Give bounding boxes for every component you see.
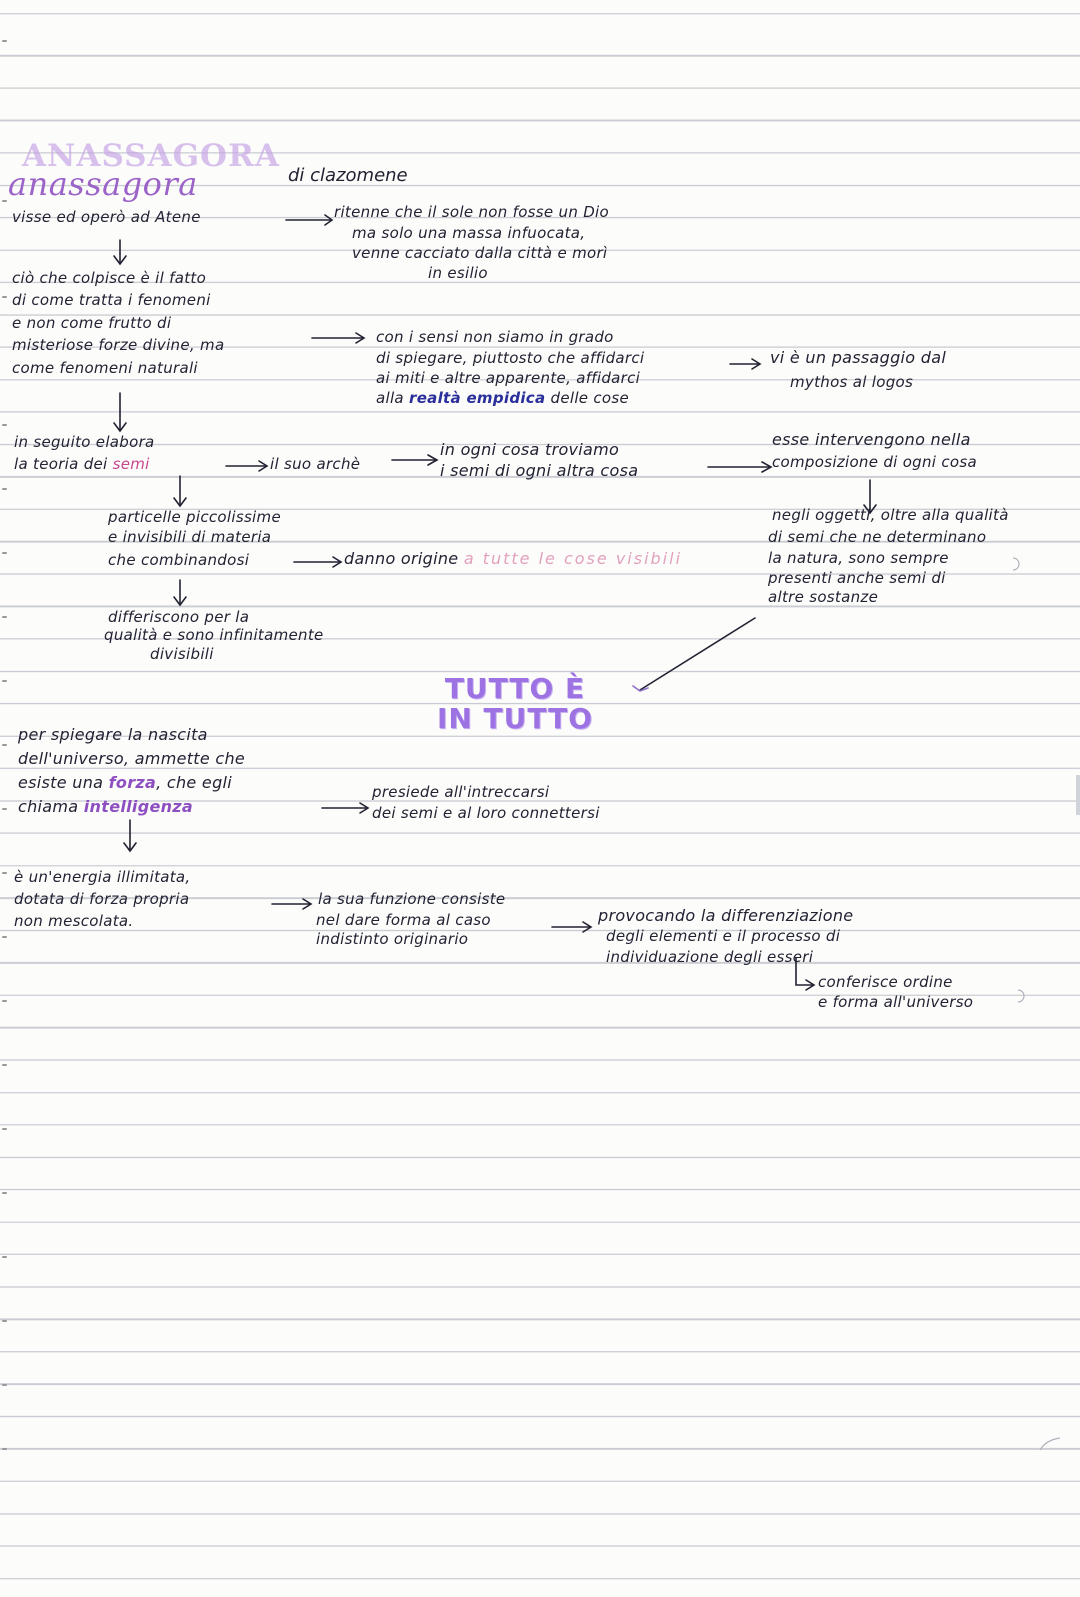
note-negli-1: negli oggetti, oltre alla qualità [772, 506, 1009, 524]
note-seguito-2a: la teoria dei [14, 455, 113, 473]
note-semi: semi [112, 455, 150, 473]
note-spiegare-3 [18, 775, 232, 791]
note-provocando-1: provocando la differenziazione [598, 906, 854, 925]
note-passaggio-2: mythos al logos [790, 373, 914, 391]
note-particelle-3: che combinandosi [108, 551, 250, 569]
note-negli-5: altre sostanze [768, 588, 879, 606]
note-esse-2: composizione di ogni cosa [772, 453, 977, 471]
note-presiede-1: presiede all'intreccarsi [372, 783, 550, 801]
tutto-line-1: TUTTO È [444, 672, 586, 705]
note-spiegare-3c: , che egli [156, 773, 233, 792]
page-edge-mark [1076, 775, 1080, 815]
note-cio-3: e non come frutto di [12, 314, 172, 332]
note-negli-2: di semi che ne determinano [768, 528, 987, 546]
note-ritenne-1: ritenne che il sole non fosse un Dio [334, 203, 609, 221]
note-cio-4: misteriose forze divine, ma [12, 336, 225, 354]
title-suffix: di clazomene [288, 165, 408, 186]
note-cio-2: di come tratta i fenomeni [12, 291, 211, 309]
note-differiscono-3: divisibili [150, 645, 214, 663]
note-negli-3: la natura, sono sempre [768, 549, 949, 567]
page-title: anassagora [8, 165, 198, 203]
note-arche: il suo archè [270, 455, 361, 473]
note-danno-b: a tutte le cose visibili [463, 549, 683, 568]
note-conferisce-1: conferisce ordine [818, 973, 953, 991]
tutto-in-tutto-box [420, 674, 610, 734]
note-danno-a: danno origine [344, 549, 464, 568]
curl-mark-icon [1018, 990, 1024, 1002]
note-ritenne-3: venne cacciato dalla città e morì [352, 244, 608, 262]
tutto-line-2: IN TUTTO [436, 702, 594, 735]
note-sensi-3: ai miti e altre apparente, affidarci [376, 369, 641, 387]
note-sensi-4 [376, 391, 629, 406]
note-seguito-2 [14, 457, 150, 472]
note-sensi-4a: alla [376, 389, 409, 407]
note-ritenne-4: in esilio [428, 264, 488, 282]
note-negli-4: presenti anche semi di [768, 569, 946, 587]
note-funzione-3: indistinto originario [316, 930, 469, 948]
note-particelle-2: e invisibili di materia [108, 528, 272, 546]
note-ogni-cosa-1: in ogni cosa troviamo [440, 440, 620, 459]
note-cio-1: ciò che colpisce è il fatto [12, 269, 207, 287]
note-differiscono-1: differiscono per la [108, 608, 250, 626]
note-differiscono-2: qualità e sono infinitamente [104, 626, 324, 644]
note-sensi-4c: delle cose [545, 389, 630, 407]
note-provocando-2: degli elementi e il processo di [606, 927, 841, 945]
note-spiegare-1: per spiegare la nascita [18, 725, 208, 744]
note-visse: visse ed operò ad Atene [12, 208, 201, 226]
note-esse-1: esse intervengono nella [772, 430, 971, 449]
note-forza: forza [108, 773, 157, 792]
note-energia-2: dotata di forza propria [14, 890, 190, 908]
note-sensi-1: con i sensi non siamo in grado [376, 328, 614, 346]
note-spiegare-4a: chiama [18, 797, 84, 816]
note-sensi-2: di spiegare, piuttosto che affidarci [376, 349, 645, 367]
note-seguito-1: in seguito elabora [14, 433, 155, 451]
note-danno [344, 551, 682, 567]
note-ogni-cosa-2: i semi di ogni altra cosa [440, 461, 639, 480]
title-ghost-text: ANASSAGORA [22, 138, 280, 174]
arrowhead-icon [325, 215, 332, 225]
note-spiegare-2: dell'universo, ammette che [18, 749, 246, 768]
note-energia-3: non mescolata. [14, 912, 134, 930]
note-cio-5: come fenomeni naturali [12, 359, 198, 377]
note-particelle-1: particelle piccolissime [108, 508, 281, 526]
note-spiegare-4 [18, 799, 193, 815]
note-intelligenza: intelligenza [83, 797, 193, 816]
note-passaggio-1: vi è un passaggio dal [770, 348, 947, 367]
note-provocando-3: individuazione degli esseri [606, 948, 814, 966]
note-realta-empidica: realtà empidica [409, 389, 546, 407]
binder-holes [0, 0, 12, 1597]
note-ritenne-2: ma solo una massa infuocata, [352, 224, 586, 242]
note-conferisce-2: e forma all'universo [818, 993, 974, 1011]
note-presiede-2: dei semi e al loro connettersi [372, 804, 600, 822]
note-funzione-2: nel dare forma al caso [316, 911, 491, 929]
note-energia-1: è un'energia illimitata, [14, 868, 191, 886]
note-funzione-1: la sua funzione consiste [318, 890, 506, 908]
note-spiegare-3a: esiste una [18, 773, 109, 792]
